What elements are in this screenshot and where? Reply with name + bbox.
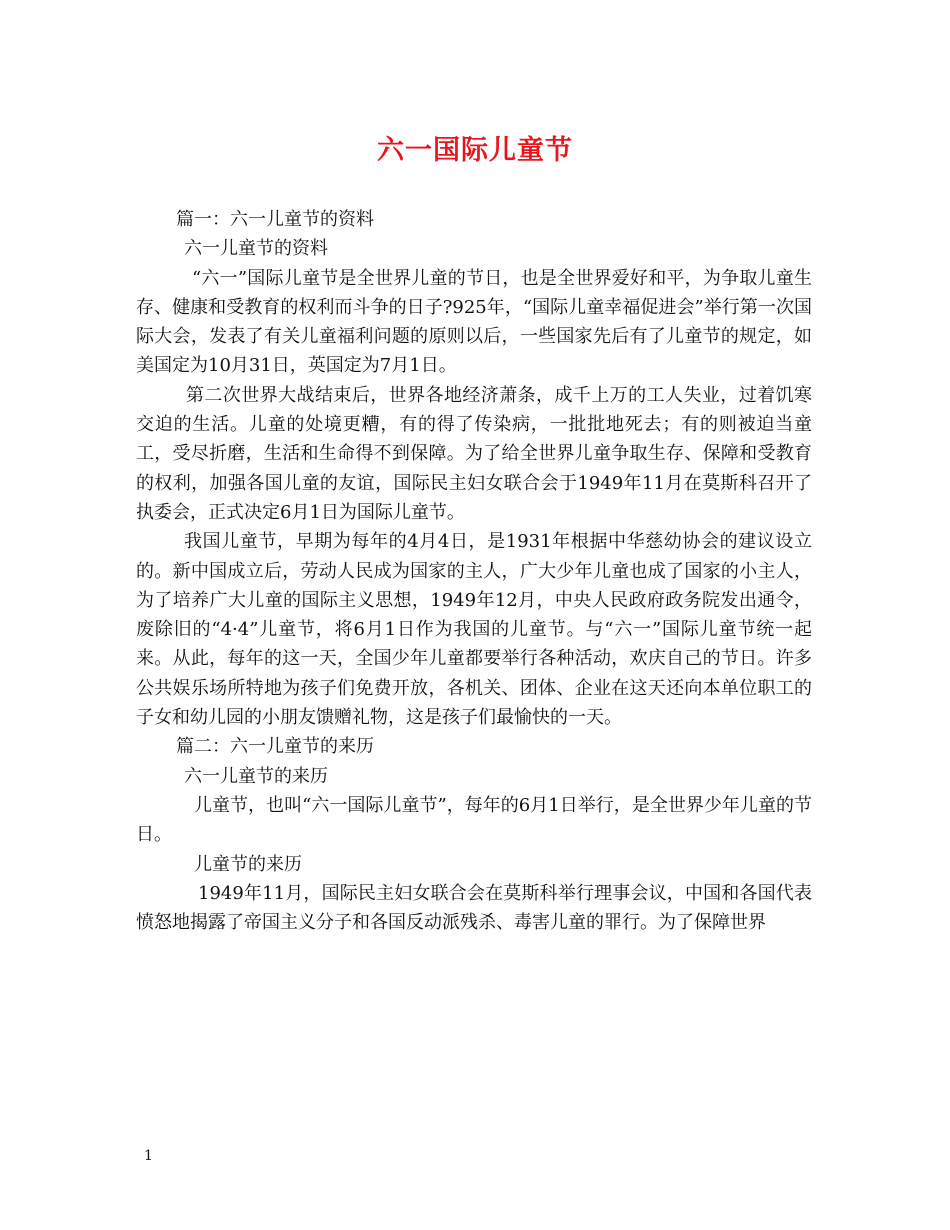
section-heading-1: 篇一：六一儿童节的资料 [176, 209, 374, 230]
paragraph-1: “六一”国际儿童节是全世界儿童的节日，也是全世界爱好和平，为争取儿童生存、健康和受教育的权利而斗争的日子?925年，“国际儿童幸福促进会”举行第一次国际大会，发表了有关儿童福利问题的原则以后，一些国家先后有了儿童节的规定，如美国定为10月31日，英国定为7月1日。 [136, 267, 812, 377]
section-subheading-1: 六一儿童节的资料 [184, 238, 328, 260]
paragraph-4: 儿童节，也叫“六一国际儿童节”，每年的6月1日举行，是全世界少年儿童的节日。 [136, 794, 812, 846]
document-body [136, 205, 812, 937]
section-subheading-3: 儿童节的来历 [194, 853, 302, 875]
page-number: 1 [144, 1148, 153, 1164]
section-heading-2: 篇二：六一儿童节的来历 [176, 736, 374, 758]
section-subheading-2: 六一儿童节的来历 [184, 765, 328, 787]
paragraph-3: 我国儿童节，早期为每年的4月4日，是1931年根据中华慈幼协会的建议设立的。新中国成立后，劳动人民成为国家的主人，广大少年儿童也成了国家的小主人，为了培养广大儿童的国际主义思想，1949年12月，中央人民政府政务院发出通令，废除旧的“4·4”儿童节，将6月1日作为我国的儿童节。与“六一”国际儿童节统一起来。从此，每年的这一天，全国少年儿童都要举行各种活动，欢庆自己的节日。许多公共娱乐场所特地为孩子们免费开放，各机关、团体、企业在这天还向本单位职工的子女和幼儿园的小朋友馈赠礼物，这是孩子们最愉快的一天。 [136, 531, 812, 729]
paragraph-2: 第二次世界大战结束后，世界各地经济萧条，成千上万的工人失业，过着饥寒交迫的生活。儿童的处境更糟，有的得了传染病，一批批地死去；有的则被迫当童工，受尽折磨，生活和生命得不到保障。为了给全世界儿童争取生存、保障和受教育的权利，加强各国儿童的友谊，国际民主妇女联合会于1949年11月在莫斯科召开了执委会，正式决定6月1日为国际儿童节。 [136, 384, 812, 523]
paragraph-5: 1949年11月，国际民主妇女联合会在莫斯科举行理事会议，中国和各国代表愤怒地揭露了帝国主义分子和各国反动派残杀、毒害儿童的罪行。为了保障世界 [136, 882, 812, 934]
document-title: 六一国际儿童节 [377, 135, 573, 166]
